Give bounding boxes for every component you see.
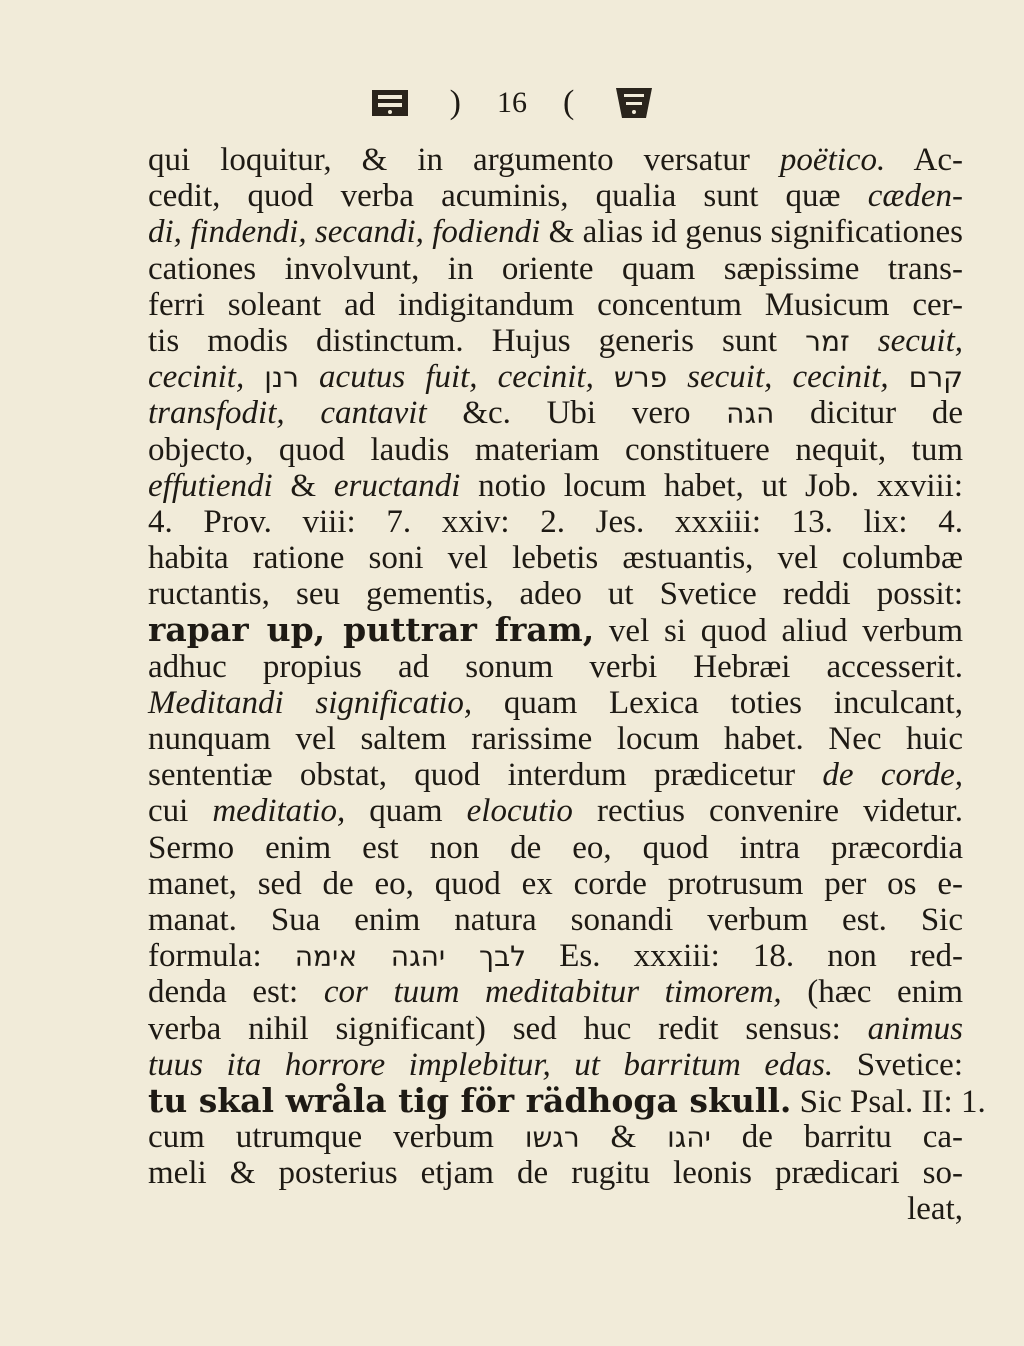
text-segment: nunquam vel saltem rarissime locum habet. Nec huic: [148, 721, 963, 757]
text-segment: manat. Sua enim natura sonandi verbum est. Sic: [148, 901, 963, 938]
text-segment: secuit, cecinit,: [687, 359, 889, 396]
text-segment: quam: [345, 793, 467, 830]
text-line: [148, 251, 963, 287]
text-segment: formula:: [148, 938, 295, 975]
text-segment: Es. xxxiii: 18. non red-: [526, 938, 963, 975]
text-segment: elocutio: [466, 793, 573, 830]
text-segment: tuus ita horrore implebitur, ut barritum edas.: [148, 1046, 834, 1083]
text-segment: effutiendi: [148, 467, 273, 504]
swedish-fraktur-text: rapar up, puttrar fram,: [148, 610, 595, 650]
text-segment: habita ratione soni vel lebetis æstuantis, vel columbæ: [148, 540, 963, 577]
text-line: [148, 1191, 963, 1227]
text-line: [148, 432, 963, 468]
text-segment: vel si quod aliud verbum: [594, 613, 963, 650]
text-segment: dicitur de: [774, 395, 964, 432]
text-line: [148, 902, 963, 938]
text-segment: [850, 323, 878, 359]
text-line: [148, 612, 963, 648]
text-segment: cedit, quod verba acuminis, qualia sunt quæ: [148, 178, 868, 215]
text-segment: &c. Ubi vero: [426, 395, 727, 432]
text-line: [148, 793, 963, 829]
text-line: [148, 1080, 986, 1120]
text-segment: secuit,: [877, 322, 963, 359]
text-segment: animus: [867, 1010, 963, 1047]
hebrew-word: פרש: [613, 361, 668, 395]
header-right-paren: (: [563, 84, 575, 121]
text-line: [148, 178, 963, 214]
hebrew-word: קרם: [908, 361, 964, 395]
text-segment: qui loquitur, & in argumento versatur: [148, 142, 780, 178]
text-line: [148, 359, 963, 395]
text-line: [148, 142, 963, 178]
text-line: [148, 974, 963, 1010]
text-segment: cæden-: [867, 178, 963, 215]
text-segment: leat,: [907, 1191, 963, 1228]
text-segment: cationes involvunt, in oriente quam sæpissime trans-: [148, 250, 963, 287]
text-segment: transfodit, cantavit: [148, 395, 427, 432]
text-line: [148, 866, 963, 902]
hebrew-word: יהגו: [667, 1121, 711, 1155]
text-segment: Ac-: [885, 142, 963, 178]
text-line: [148, 468, 963, 504]
text-segment: rectius convenire videtur.: [572, 793, 963, 830]
hebrew-word: לבך יהגה אימה: [294, 940, 527, 974]
text-segment: 4. Prov. viii: 7. xxiv: 2. Jes. xxxiii: 13. lix: 4.: [148, 503, 963, 540]
text-line: [148, 1119, 963, 1155]
text-segment: [299, 359, 319, 395]
header-left-paren: ): [449, 84, 461, 121]
text-segment: denda est:: [148, 974, 324, 1011]
text-segment: cui: [148, 793, 213, 830]
text-segment: [667, 359, 687, 395]
ornament-right-icon: [610, 84, 658, 122]
hebrew-word: רגשו: [524, 1121, 580, 1155]
text-line: [148, 830, 963, 866]
text-segment: meditatio,: [212, 793, 346, 830]
text-line: [148, 1155, 963, 1191]
text-line: [148, 1047, 963, 1083]
text-segment: Meditandi significatio,: [148, 684, 473, 721]
text-segment: &: [272, 467, 334, 504]
text-segment: manet, sed de eo, quod ex corde protrusum per os e-: [148, 865, 963, 902]
text-segment: sententiæ obstat, quod interdum prædicetur: [148, 757, 823, 794]
text-segment: di, findendi, secandi, fodiendi: [148, 214, 541, 251]
hebrew-word: רנן: [264, 361, 299, 395]
hebrew-word: זמר: [805, 324, 850, 358]
text-line: [148, 649, 963, 685]
text-segment: acutus fuit, cecinit,: [319, 359, 594, 396]
text-segment: & alias id genus significationes: [540, 214, 963, 251]
text-segment: objecto, quod laudis materiam constituere nequit, tum: [148, 431, 963, 468]
text-segment: de corde,: [822, 757, 963, 794]
text-line: [148, 504, 963, 540]
text-line: [148, 323, 963, 359]
text-segment: [594, 359, 614, 395]
text-line: [148, 1011, 963, 1047]
text-segment: meli & posterius etjam de rugitu leonis prædicari so-: [148, 1155, 963, 1192]
text-segment: ructantis, seu gementis, adeo ut Svetice reddi possit:: [148, 576, 963, 613]
text-segment: Svetice:: [833, 1046, 963, 1083]
text-line: [148, 757, 963, 793]
text-segment: [244, 359, 264, 395]
text-line: [148, 540, 963, 576]
text-segment: de barritu ca-: [710, 1119, 963, 1156]
text-line: [148, 685, 963, 721]
text-line: [148, 938, 963, 974]
text-line: [148, 287, 963, 323]
text-segment: notio locum habet, ut Job. xxviii:: [460, 467, 964, 504]
page-number: 16: [497, 86, 527, 119]
text-segment: cor tuum meditabitur timorem,: [323, 974, 782, 1011]
page-header: [0, 78, 1024, 128]
text-segment: [889, 359, 909, 395]
body-text: [148, 142, 986, 1228]
text-segment: adhuc propius ad sonum verbi Hebræi accesserit.: [148, 648, 963, 685]
text-segment: quam Lexica toties inculcant,: [472, 684, 963, 721]
text-segment: tis modis distinctum. Hujus generis sunt: [148, 322, 806, 359]
text-line: [148, 576, 963, 612]
swedish-fraktur-text: tu skal wråla tig för rädhoga skull.: [148, 1080, 792, 1120]
text-line: [148, 395, 963, 431]
text-segment: &: [579, 1119, 668, 1156]
text-segment: verba nihil significant) sed huc redit sensus:: [148, 1010, 868, 1047]
text-segment: Sic Psal. II: 1.: [791, 1083, 986, 1120]
hebrew-word: הגה: [726, 397, 775, 431]
text-segment: Sermo enim est non de eo, quod intra præcordia: [148, 829, 963, 866]
text-segment: eructandi: [333, 467, 461, 504]
text-line: [148, 214, 963, 250]
text-segment: poëtico.: [779, 142, 886, 178]
text-segment: cum utrumque verbum: [148, 1119, 525, 1156]
text-segment: ferri soleant ad indigitandum concentum Musicum cer-: [148, 286, 963, 323]
text-segment: cecinit,: [148, 359, 245, 396]
ornament-left-icon: [366, 84, 414, 122]
text-line: [148, 721, 963, 757]
text-segment: (hæc enim: [781, 974, 964, 1011]
